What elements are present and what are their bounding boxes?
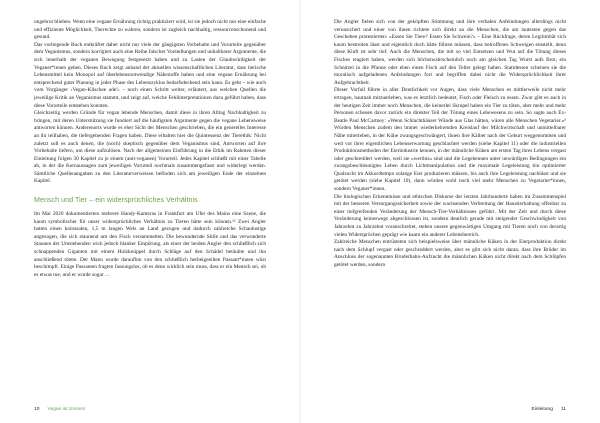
page-number: 10 <box>34 407 40 412</box>
section-heading: Mensch und Tier – ein widersprüchliches Verhältnis <box>34 196 198 205</box>
left-text-column <box>34 19 266 279</box>
body-paragraph: Im Mai 2020 dokumentierten mehrere Handy-Kameras in Frankfurt am Ufer des Mains eine Szene, die kaum symbolischer für unser widersprüchliches Verhältnis zu Tieren hätte sein können.¹² Zwei Angler hatten einen kolossalen, 1,5 m langen Wels an Land gezogen und dadurch zahlreiche Schaulustige angezogen, die sich staunend um den Fisch versammelten. Die bewundernde Stille und das verwunderte Staunen der Umstehenden wich jedoch blanker Empörung, als einer der beiden Angler den schließlich sich schnappenden Giganten mit einem Holzknüppel durch Schläge auf den Schädel betäubte und ihn anschließend tötete. Der Mann wurde daraufhin von den schließlich herbeigeeilten Passant*innen wüst beschimpft. Einige Passanten fragten fassungslos, ob es denn wirklich sein muss, dass er ein Mensch sei, ob es etwas tue, und er wurde sogar ... <box>34 211 266 278</box>
body-paragraph: Gleichzeitig werden Gründe für vegan lebende Menschen, damit diese in ihren Alltag Nachhaltigkeit zu bringen, mit deren Unterstützung sie fundiert auf die häufigsten Argumente gegen die vegane Lebensweise antworten können. Anderenorts wurde es eher Sicht der Menschen geschrieben, die ein generelles Interesse an ihr teilhaben, die tiefergehenden Fragen haben. Diese erhalten hier die Quintessenz der Tierethik: Nicht zuletzt soll es auch denen, die (noch) skeptisch gegenüber dem Veganismus sind, Antworten auf ihre Vorbehalte liefern, um diese aufzulösen. Nach der allgemeinen Einführung in die Ethik im Rahmen dieser Einleitung folgen 30 Kapitel zu je einem (anti-veganen) Vorurteil. Jedes Kapitel schließt mit einer Tabelle ab, in der die Kernaussagen zum jeweiligen Vorurteil nochmals zusammengefasst und widerlegt werden. Sämtliche Quellenangaben zu den Literaturverweisen befinden sich am jeweiligen Ende der einzelnen Kapitel. <box>34 110 266 185</box>
body-paragraph: Das vorliegende Buch entkräftet daher nicht nur viele der gängigsten Vorbehalte und Vorurteile gegenüber dem Veganismus, sondern korrigiert auch eine Reihe falscher Vorstellungen und unhaltbarer Argumente, die sich innerhalb der veganen Bewegung festgesetzt haben und zu Lasten der Glaubwürdigkeit der Veganer*innen gehen. Dieses Buch zeigt anhand der aktuellen wissenschaftlichen Literatur, dass tierische Lebensmittel kein Monopol auf überlebensnotwendige Nährstoffe haben und eine vegane Ernährung bei entsprechend guter Planung in jeder Phase des Lebenszyklus bedarfsdeckend sein kann. Es geht – wie auch vom Vorgänger ›Vegan-Klischee ade!‹ – noch einen Schritt weiter, erläutert, aus welchen Quellen die jeweilige Kritik an Veganismus stammt, und zeigt auf, welche Fehlinterpretationen dazu geführt haben, dass diese Vorurteile entstehen konnten. <box>34 41 266 109</box>
running-head: Einleitung <box>531 407 553 412</box>
body-paragraph: Dieser Vorfall führte in aller Deutlichkeit vor Augen, dass viele Menschen es mittlerweile nicht mehr ertragen, hautnah mitzuerleben, was es letztlich bedeutet, Fisch oder Fleisch zu essen. Zwar gibt es auch in der heutigen Zeit immer noch Menschen, die keinerlei Skrupel haben ein Tier zu töten, aber mehr und mehr Personen scheuen davor zurück ein direkter Teil der Tötung eines Lebewesens zu sein. So sagte auch Ex-Beatle Paul McCartney: »Wenn Schlachthäuser Wände aus Glas hätten, wären alle Menschen Vegetarier.«³ Würden Menschen zudem den immer wiederkehrenden Kreislauf der Milchwirtschaft und unmittelbarer Nähe miterleben, in der Kühe zwangsgeschwängert, ihnen ihre Kälber nach der Geburt weggenommen und weit vor ihrer eigentlichen Lebenserwartung geschlachtet werden (siehe Kapitel 11) oder die industriellen Produktionsmethoden der Eierindustrie kennen, in der männliche Küken am ersten Tag ihres Lebens vergast oder geschreddert werden, weil sie »wertlos« sind und die Legehennen unter unwürdigen Bedingungen ein zwangsbeschleunigtes Leben durch Lichtmanipulation und die maximale Legeleistung bin optimierter Qualzucht im Akkordtempo solange Eier produzieren müssen, bis auch ihre Legeleistung nachlässt und sie getötet werden (siehe Kapitel 10), dann würden wohl noch viel mehr Menschen zu Vegetarier*innen, sondern Veganer*innen. <box>334 87 566 193</box>
running-head: Vegan ist Unsinn! <box>47 407 86 412</box>
body-paragraph: Die biologischen Erkenntnisse und ethischen Diskurse der letzten Jahrhunderte haben im Zusammenspiel mit der besseren Versorgungssicherheit sowie der wachsenden Verbreitung der Haustierhaltung offenbar zu einer tiefgreifenden Veränderung der Mensch-Tier-Verhältnisses geführt. Mit der Zeit und durch diese Veränderung keineswegs abgeschlossen ist, sondern deutlich gerade mit steigender Geschwindigkeit von Jahrzehnt zu Jahrzehnt voranschreitet, stehen unsere gegenwärtigen Umgang mit Tieren noch von derartig vielen Widersprüchen geprägt wie kaum ein anderer Lebensbereich. <box>334 193 566 238</box>
right-text-column <box>334 19 566 270</box>
right-page-footer <box>531 407 566 413</box>
body-paragraph: ungebrot blieben. Wenn eine vegane Ernährung richtig praktiziert wird, ist sie jedoch nicht nur eine einfache und effiziente Möglichkeit, Tierrechte zu wahren, sondern ist zugleich nachhaltig, ressourcenschonend und gesund. <box>34 19 266 41</box>
right-page <box>300 0 600 423</box>
left-page-footer <box>34 407 86 413</box>
body-paragraph: Zahlreiche Menschen entrüsteten sich beispielsweise über männliche Küken in der Eierproduktion direkt nach dem Schlupf vergast oder geschreddert werden, aber es gibt sich nicht daran, dass ihre Brüder im Anschluss der sogenannten Bruderhahn-Aufzucht die männlichen Küken nicht direkt nach dem Schlüpfen getötet werden, sondern <box>334 239 566 268</box>
page-number: 11 <box>560 407 566 412</box>
body-paragraph: Die Angler fielen sich von der geköpften Stimmung und ihre verbalen Anfeindungen allerdings nicht verunsichert und einer von ihnen richtete sich direkt an die Menschen, die am lautesten gegen das Geschehen protestierten: »Essen Sie Tiere? Essen Sie Schwein?« – Eine Rückfrage, deren Legitimität sich kaum bestreiten lässt und eigentlich doch hätte führen müssen, dass betroffenes Schweigen einstellt, denn diese Kluft ist sehr tief. Auch die Menschen, die mit so viel Entsetzen und Wut auf die Tötung dieses Fisches reagiert haben, werden sich höchstwahrscheinlich noch am gleichen Tag Wurst aufs Brot, ein Schnitzel in die Pfanne oder eben einen Fisch auf den Teller gelegt haben. Stattdessen scheinen sie die moralisch aufgeladenen Anfeindungen fort und begriffen dabei nicht die Widersprüchlichkeit ihrer Aufgebrachtheit. <box>334 19 566 86</box>
